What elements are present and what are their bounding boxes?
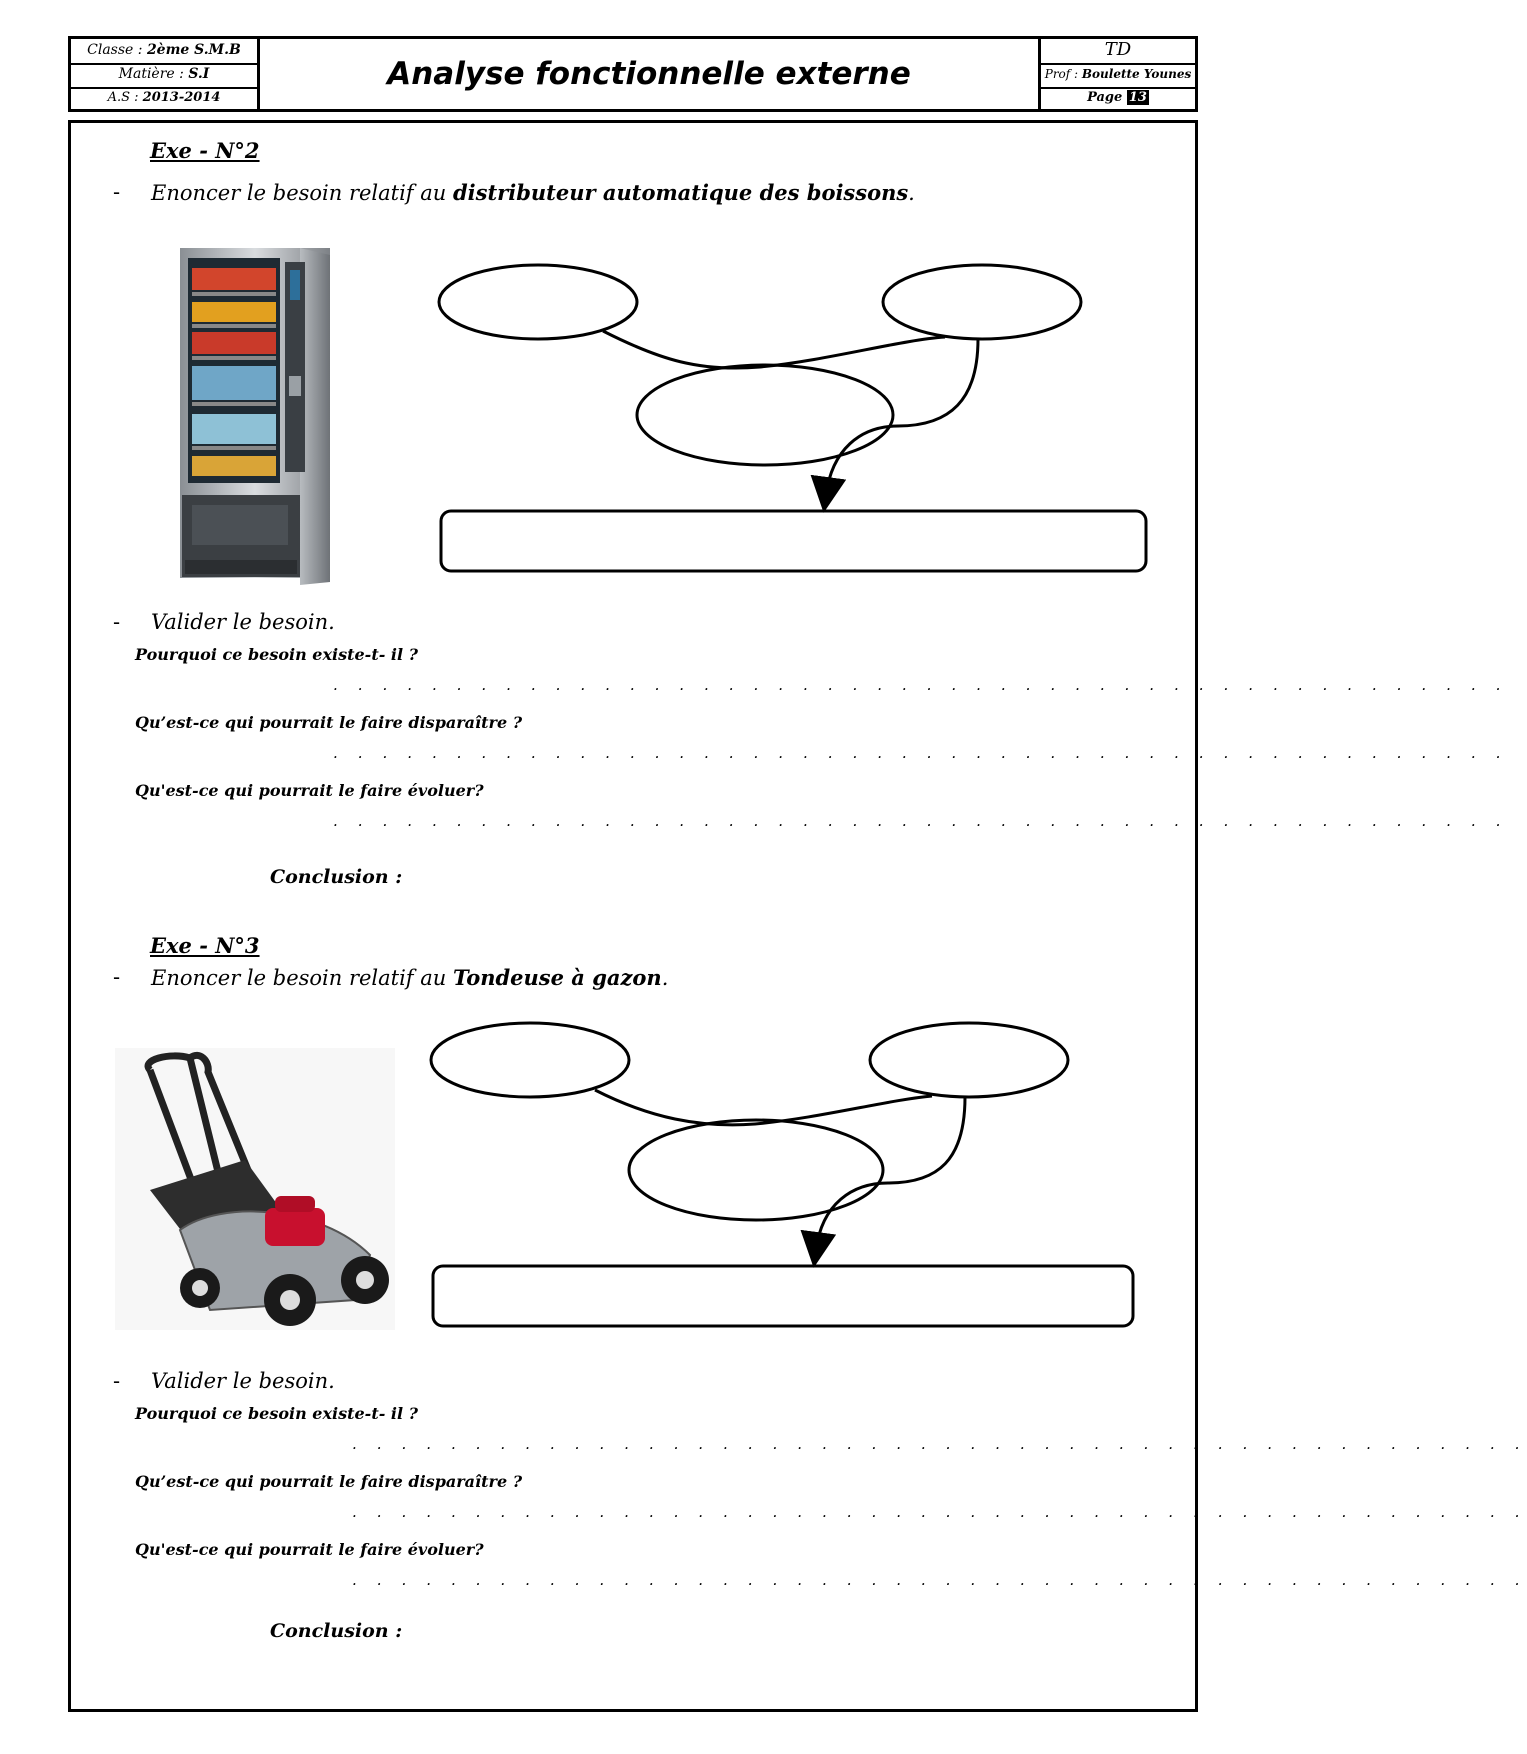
bullet-dash: - bbox=[113, 610, 121, 634]
classe-label: Classe : bbox=[87, 42, 147, 58]
page-title: Analyse fonctionnelle externe bbox=[387, 56, 911, 92]
exercise-3-validate: Valider le besoin. bbox=[151, 1369, 335, 1393]
answer-line-2[interactable]: . . . . . . . . . . . . . . . . . . . . . . . . . . . . . . . . . . . . . . . . . . . . . . . . bbox=[333, 744, 1508, 762]
prof-value: Boulette Younes bbox=[1081, 67, 1192, 81]
page-cell bbox=[1041, 87, 1195, 109]
prof-cell bbox=[1041, 63, 1195, 89]
header-left-block bbox=[71, 39, 260, 109]
classe-cell bbox=[71, 39, 257, 65]
matiere-label: Matière : bbox=[118, 66, 189, 82]
exercise-3-conclusion: Conclusion : bbox=[270, 1620, 403, 1642]
exercise-2-question-3: Qu'est-ce qui pourrait le faire évoluer? bbox=[135, 781, 484, 800]
bullet-dash: - bbox=[113, 965, 121, 989]
as-cell bbox=[71, 87, 257, 109]
classe-value: 2ème S.M.B bbox=[146, 42, 241, 58]
as-label: A.S : bbox=[107, 90, 143, 105]
exercise-2-prompt bbox=[151, 180, 915, 205]
answer-line-1[interactable]: . . . . . . . . . . . . . . . . . . . . . . . . . . . . . . . . . . . . . . . . . . . . . . . . bbox=[333, 676, 1508, 694]
answer-line-2[interactable]: . . . . . . . . . . . . . . . . . . . . . . . . . . . . . . . . . . . . . . . . . . . . . . . . bbox=[352, 1503, 1527, 1521]
exercise-2-validate: Valider le besoin. bbox=[151, 610, 335, 634]
exercise-2-conclusion: Conclusion : bbox=[270, 866, 403, 888]
prompt-subject: Tondeuse à gazon bbox=[452, 965, 662, 990]
page-label: Page bbox=[1087, 90, 1127, 105]
prof-label: Prof : bbox=[1044, 67, 1082, 81]
page-number-badge: 13 bbox=[1128, 90, 1147, 105]
exercise-2-title: Exe - N°2 bbox=[150, 138, 260, 163]
bullet-dash: - bbox=[113, 1369, 121, 1393]
document-header bbox=[68, 36, 1198, 112]
exercise-3-question-3: Qu'est-ce qui pourrait le faire évoluer? bbox=[135, 1540, 484, 1559]
exercise-2-question-2: Qu’est-ce qui pourrait le faire disparaître ? bbox=[135, 713, 523, 732]
exercise-3-question-2: Qu’est-ce qui pourrait le faire disparaître ? bbox=[135, 1472, 523, 1491]
prompt-subject: distributeur automatique des boissons bbox=[452, 180, 909, 205]
bullet-dash: - bbox=[113, 180, 121, 204]
as-value: 2013-2014 bbox=[142, 90, 221, 105]
answer-line-1[interactable]: . . . . . . . . . . . . . . . . . . . . . . . . . . . . . . . . . . . . . . . . . . . . . . . . bbox=[352, 1435, 1527, 1453]
answer-line-3[interactable]: . . . . . . . . . . . . . . . . . . . . . . . . . . . . . . . . . . . . . . . . . . . . . . . . bbox=[352, 1571, 1527, 1589]
header-right-block bbox=[1038, 39, 1195, 109]
prompt-prefix: Enoncer le besoin relatif au bbox=[151, 181, 453, 205]
prompt-suffix: . bbox=[908, 181, 915, 205]
matiere-value: S.I bbox=[188, 66, 210, 82]
exercise-2-question-1: Pourquoi ce besoin existe-t- il ? bbox=[135, 645, 419, 664]
prompt-prefix: Enoncer le besoin relatif au bbox=[151, 966, 453, 990]
type-cell: TD bbox=[1041, 39, 1195, 65]
answer-line-3[interactable]: . . . . . . . . . . . . . . . . . . . . . . . . . . . . . . . . . . . . . . . . . . . . . . . . bbox=[333, 812, 1508, 830]
exercise-3-title: Exe - N°3 bbox=[150, 933, 260, 958]
matiere-cell bbox=[71, 63, 257, 89]
prompt-suffix: . bbox=[661, 966, 669, 990]
exercise-3-prompt bbox=[151, 965, 668, 990]
exercise-3-question-1: Pourquoi ce besoin existe-t- il ? bbox=[135, 1404, 419, 1423]
